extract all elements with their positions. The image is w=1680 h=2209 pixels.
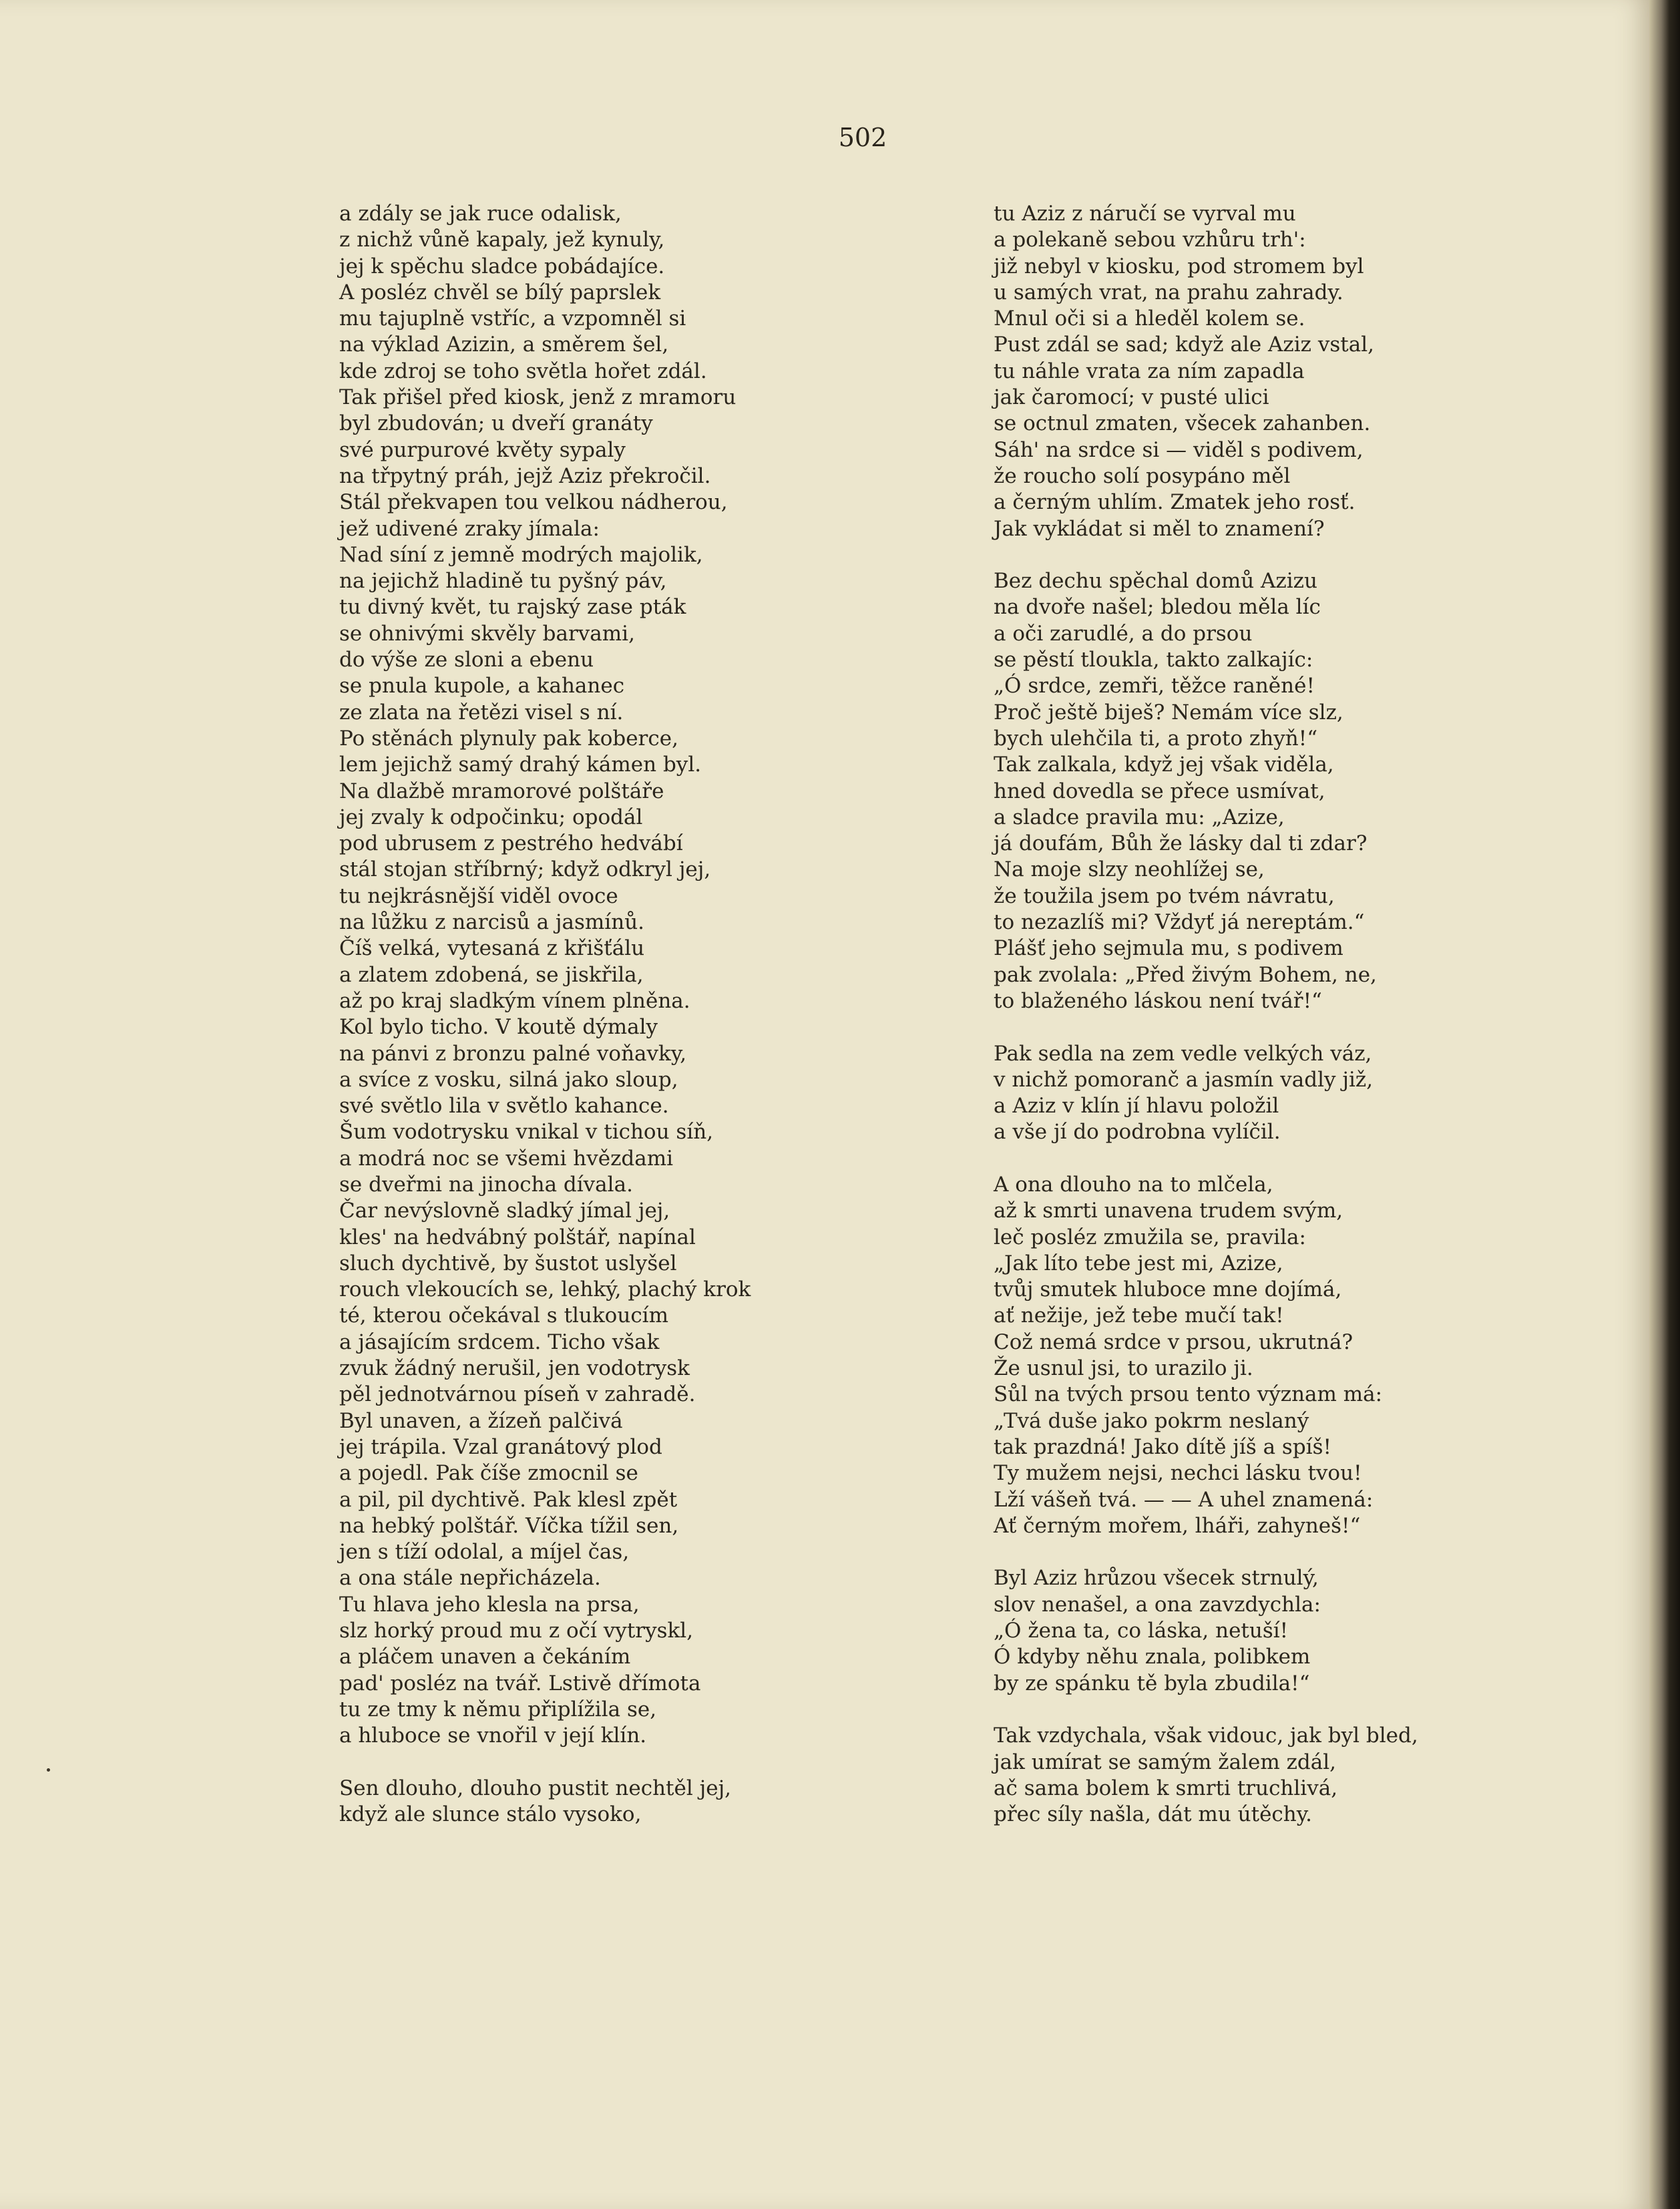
verse-line: „Tvá duše jako pokrm neslaný [994,1408,1309,1433]
verse-line: u samých vrat, na prahu zahrady. [994,280,1343,305]
verse-line: ač sama bolem k smrti truchlivá, [994,1776,1338,1800]
verse-line: Sen dlouho, dlouho pustit nechtěl jej, [339,1776,732,1800]
verse-line: tu náhle vrata za ním zapadla [994,359,1305,383]
verse-line: jak umírat se samým žalem zdál, [994,1750,1337,1774]
verse-line: Tak zalkala, když jej však viděla, [994,753,1334,777]
verse-line: na výklad Azizin, a směrem šel, [339,333,669,357]
verse-line: by ze spánku tě byla zbudila!“ [994,1671,1310,1695]
verse-line: Nad síní z jemně modrých majolik, [339,542,703,567]
verse-line: leč posléz zmužila se, pravila: [994,1225,1306,1249]
verse-line: a zlatem zdobená, se jiskřila, [339,962,644,987]
verse-line: na hebký polštář. Víčka tížil sen, [339,1513,679,1538]
verse-line: Po stěnách plynuly pak koberce, [339,726,678,751]
verse-line: A ona dlouho na to mlčela, [994,1172,1273,1197]
verse-line: své purpurové květy sypaly [339,437,626,462]
verse-line: do výše ze sloni a ebenu [339,648,594,672]
verse-line: pěl jednotvárnou píseň v zahradě. [339,1382,696,1407]
verse-line: Na moje slzy neohlížej se, [994,857,1265,882]
verse-line: až po kraj sladkým vínem plněna. [339,988,690,1013]
verse-line: lem jejichž samý drahý kámen byl. [339,753,702,777]
verse-line: hned dovedla se přece usmívat, [994,779,1325,803]
verse-line: se dveřmi na jinocha dívala. [339,1172,633,1197]
verse-line: té, kterou očekával s tlukoucím [339,1303,668,1328]
verse-line: a pojedl. Pak číše zmocnil se [339,1461,638,1486]
verse-line: na lůžku z narcisů a jasmínů. [339,910,645,935]
verse-line: Stál překvapen tou velkou nádherou, [339,490,728,515]
verse-line: Tak vzdychala, však vidouc, jak byl bled, [994,1724,1418,1748]
verse-line: a ona stále nepřicházela. [339,1566,601,1591]
verse-line: Byl Aziz hrůzou všecek strnulý, [994,1566,1319,1591]
verse-line: slz horký proud mu z očí vytryskl, [339,1619,694,1643]
verse-line: a sladce pravila mu: „Azize, [994,805,1285,829]
verse-line: tu divný květ, tu rajský zase pták [339,595,686,620]
verse-line: A posléz chvěl se bílý paprslek [339,280,661,305]
verse-line: Pak sedla na zem vedle velkých váz, [994,1041,1372,1066]
verse-line: v nichž pomoranč a jasmín vadly již, [994,1067,1374,1092]
verse-line: že roucho solí posypáno měl [994,463,1291,488]
verse-line: na dvoře našel; bledou měla líc [994,595,1321,620]
stanza [994,1723,1418,1828]
stanza [994,1172,1418,1539]
verse-line: „Jak líto tebe jest mi, Azize, [994,1251,1283,1275]
verse-line: na jejichž hladině tu pyšný páv, [339,569,667,594]
verse-line: Čar nevýslovně sladký jímal jej, [339,1199,670,1223]
verse-line: Na dlažbě mramorové polštáře [339,779,664,803]
verse-line: jak čaromocí; v pusté ulici [994,385,1269,410]
verse-line: Pust zdál se sad; když ale Aziz vstal, [994,333,1374,357]
verse-line: a svíce z vosku, silná jako sloup, [339,1067,678,1092]
verse-line: a pil, pil dychtivě. Pak klesl zpět [339,1487,678,1512]
verse-line: se pěstí tloukla, takto zalkajíc: [994,648,1313,672]
verse-line: „Ó žena ta, co láska, netuší! [994,1619,1289,1643]
verse-line: tu nejkrásnější viděl ovoce [339,883,618,908]
verse-line: a zdály se jak ruce odalisk, [339,202,622,226]
verse-line: Ty mužem nejsi, nechci lásku tvou! [994,1461,1362,1486]
stanza [994,568,1418,1014]
verse-line: byl zbudován; u dveří granáty [339,411,653,436]
verse-line: na třpytný práh, jejž Aziz překročil. [339,463,711,488]
verse-line: a vše jí do podrobna vylíčil. [994,1120,1281,1145]
verse-line: Šum vodotrysku vnikal v tichou síň, [339,1120,714,1145]
verse-line: se octnul zmaten, všecek zahanben. [994,411,1371,436]
verse-line: pak zvolala: „Před živým Bohem, ne, [994,962,1377,987]
verse-line: Bez dechu spěchal domů Azizu [994,569,1317,594]
verse-line: zvuk žádný nerušil, jen vodotrysk [339,1356,690,1381]
verse-line: a oči zarudlé, a do prsou [994,621,1253,646]
paper-speck [47,1768,50,1772]
verse-line: Byl unaven, a žízeň palčivá [339,1408,623,1433]
verse-line: když ale slunce stálo vysoko, [339,1802,642,1827]
verse-line: jej zvaly k odpočinku; opodál [339,805,643,829]
verse-line: jež udivené zraky jímala: [339,516,600,541]
verse-line: já doufám, Bůh že lásky dal ti zdar? [994,831,1368,856]
verse-line: kles' na hedvábný polštář, napínal [339,1225,696,1249]
verse-line: Což nemá srdce v prsou, ukrutná? [994,1330,1353,1354]
verse-line: Sáh' na srdce si — viděl s podivem, [994,437,1363,462]
verse-line: a jásajícím srdcem. Ticho však [339,1330,660,1354]
verse-line: Lží vášeň tvá. — — A uhel znamená: [994,1487,1374,1512]
verse-line: jej trápila. Vzal granátový plod [339,1434,662,1459]
right-text-column [994,201,1418,1828]
verse-line: Ó kdyby něhu znala, polibkem [994,1645,1311,1669]
stanza [339,1776,751,1828]
left-text-column [339,201,751,1828]
page-edge-shadow [1649,0,1680,2209]
verse-line: jen s tíží odolal, a míjel čas, [339,1540,630,1565]
verse-line: Ať černým mořem, lháři, zahyneš!“ [994,1513,1361,1538]
stanza [994,1041,1418,1146]
verse-line: již nebyl v kiosku, pod stromem byl [994,254,1364,278]
verse-line: že toužila jsem po tvém návratu, [994,883,1335,908]
stanza [339,201,751,1750]
verse-line: se pnula kupole, a kahanec [339,674,625,698]
verse-line: pod ubrusem z pestrého hedvábí [339,831,683,856]
verse-line: tak prazdná! Jako dítě jíš a spíš! [994,1434,1331,1459]
verse-line: Tak přišel před kiosk, jenž z mramoru [339,385,737,410]
verse-line: z nichž vůně kapaly, jež kynuly, [339,228,665,252]
verse-line: přec síly našla, dát mu útěchy. [994,1802,1312,1827]
verse-line: „Ó srdce, zemři, těžce raněné! [994,674,1315,698]
verse-line: až k smrti unavena trudem svým, [994,1199,1343,1223]
verse-line: a hluboce se vnořil v její klín. [339,1724,647,1748]
verse-line: ze zlata na řetězi visel s ní. [339,700,624,725]
page-number: 502 [838,123,887,152]
verse-line: Jak vykládat si měl to znamení? [994,516,1325,541]
verse-line: rouch vlekoucích se, lehký, plachý krok [339,1277,751,1302]
verse-line: a pláčem unaven a čekáním [339,1645,631,1669]
verse-line: na pánvi z bronzu palné voňavky, [339,1041,687,1066]
verse-line: Proč ještě biješ? Nemám více slz, [994,700,1343,725]
verse-line: Sůl na tvých prsou tento význam má: [994,1382,1383,1407]
verse-line: stál stojan stříbrný; když odkryl jej, [339,857,711,882]
verse-line: a modrá noc se všemi hvězdami [339,1146,674,1171]
verse-line: Plášť jeho sejmula mu, s podivem [994,936,1343,961]
verse-line: Že usnul jsi, to urazilo ji. [994,1356,1253,1381]
verse-line: a Aziz v klín jí hlavu položil [994,1094,1279,1119]
verse-line: své světlo lila v světlo kahance. [339,1094,669,1119]
verse-line: tu ze tmy k němu připlížila se, [339,1697,657,1722]
verse-line: Kol bylo ticho. V koutě dýmaly [339,1015,658,1040]
verse-line: pad' posléz na tvář. Lstivě dřímota [339,1671,701,1695]
verse-line: Tu hlava jeho klesla na prsa, [339,1592,640,1617]
verse-line: mu tajuplně vstříc, a vzpomněl si [339,307,686,331]
verse-line: to blaženého láskou není tvář!“ [994,988,1322,1013]
verse-line: a černým uhlím. Zmatek jeho rosť. [994,490,1355,515]
verse-line: to nezazlíš mi? Vždyť já nereptám.“ [994,910,1365,935]
stanza [994,1565,1418,1696]
verse-line: kde zdroj se toho světla hořet zdál. [339,359,707,383]
verse-line: ať nežije, jež tebe mučí tak! [994,1303,1284,1328]
verse-line: se ohnivými skvěly barvami, [339,621,635,646]
stanza [994,201,1418,542]
verse-line: a polekaně sebou vzhůru trh': [994,228,1306,252]
verse-line: tvůj smutek hluboce mne dojímá, [994,1277,1342,1302]
verse-line: tu Aziz z náručí se vyrval mu [994,202,1296,226]
verse-line: jej k spěchu sladce pobádajíce. [339,254,665,278]
verse-line: bych ulehčila ti, a proto zhyň!“ [994,726,1318,751]
verse-line: Číš velká, vytesaná z křišťálu [339,936,645,961]
verse-line: sluch dychtivě, by šustot uslyšel [339,1251,677,1275]
verse-line: Mnul oči si a hleděl kolem se. [994,307,1305,331]
verse-line: slov nenašel, a ona zavzdychla: [994,1592,1321,1617]
